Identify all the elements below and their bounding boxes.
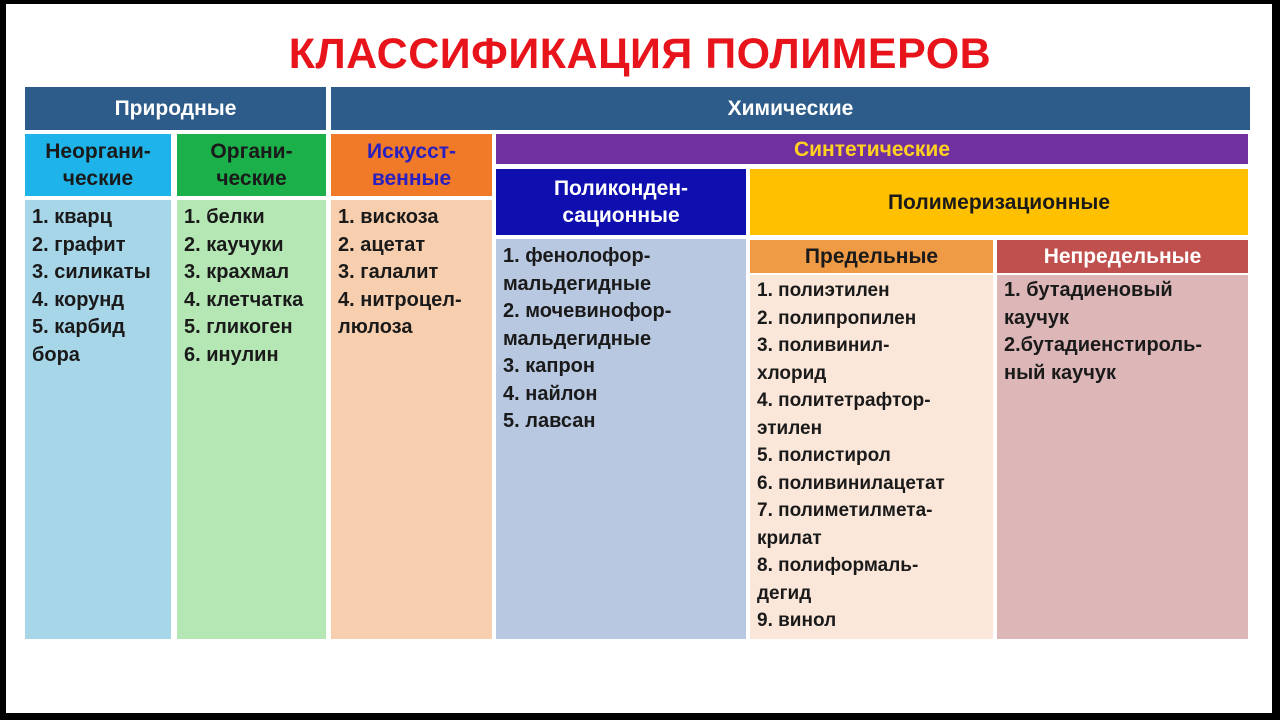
unsaturated-list (997, 275, 1248, 639)
list-item: 8. полиформаль- дегид (757, 555, 919, 604)
header-organic: Органи- ческие (177, 134, 326, 196)
list-item: 6. инулин (184, 343, 279, 366)
list-item: 1. белки (184, 206, 265, 228)
organic-list (177, 200, 326, 639)
list-item: 1. полиэтилен (757, 280, 890, 301)
list-item: 3. крахмал (184, 261, 290, 283)
list-item: 2. ацетат (338, 233, 426, 256)
list-item: 2.бутадиенстироль- ный каучук (1004, 334, 1203, 384)
list-item: 5. лавсан (503, 410, 596, 432)
list-item: 3. силикаты (32, 261, 151, 283)
header-chemical: Химические (331, 87, 1250, 130)
header-saturated: Предельные (750, 240, 993, 273)
list-item: 1. фенолофор- мальдегидные (503, 245, 652, 295)
list-item: 5. карбид бора (32, 316, 125, 366)
header-natural: Природные (25, 87, 326, 130)
list-item: 1. вискоза (338, 206, 439, 228)
list-item: 5. гликоген (184, 316, 293, 338)
list-item: 2. полипропилен (757, 307, 917, 329)
artificial-list (331, 200, 492, 639)
list-item: 9. винол (757, 610, 837, 631)
header-polycondensation: Поликонден- сационные (496, 169, 746, 235)
list-item: 4. корунд (32, 288, 125, 311)
inorganic-list (25, 200, 171, 639)
list-item: 3. капрон (503, 355, 595, 377)
list-item: 2. мочевинофор- мальдегидные (503, 300, 672, 350)
list-item: 3. поливинил- хлорид (757, 335, 890, 384)
header-unsaturated: Непредельные (997, 240, 1248, 273)
list-item: 4. нитроцел- люлоза (338, 288, 462, 338)
list-item: 3. галалит (338, 261, 439, 283)
header-artificial: Искусст- венные (331, 134, 492, 196)
list-item: 2. графит (32, 233, 126, 256)
header-inorganic: Неоргани- ческие (25, 134, 171, 196)
polycondensation-list (496, 239, 746, 639)
page-title: КЛАССИФИКАЦИЯ ПОЛИМЕРОВ (288, 30, 992, 78)
header-polymerization: Полимеризационные (750, 169, 1248, 235)
list-item: 4. политетрафтор- этилен (757, 390, 931, 439)
list-item: 2. каучуки (184, 233, 284, 256)
list-item: 4. найлон (503, 382, 598, 405)
list-item: 4. клетчатка (184, 288, 304, 311)
saturated-list (750, 275, 993, 639)
list-item: 1. кварц (32, 206, 112, 228)
list-item: 7. полиметилмета- крилат (757, 500, 933, 549)
list-item: 5. полистирол (757, 445, 891, 466)
header-synthetic: Синтетические (496, 134, 1248, 164)
list-item: 6. поливинилацетат (757, 472, 945, 494)
list-item: 1. бутадиеновый каучук (1004, 279, 1173, 329)
